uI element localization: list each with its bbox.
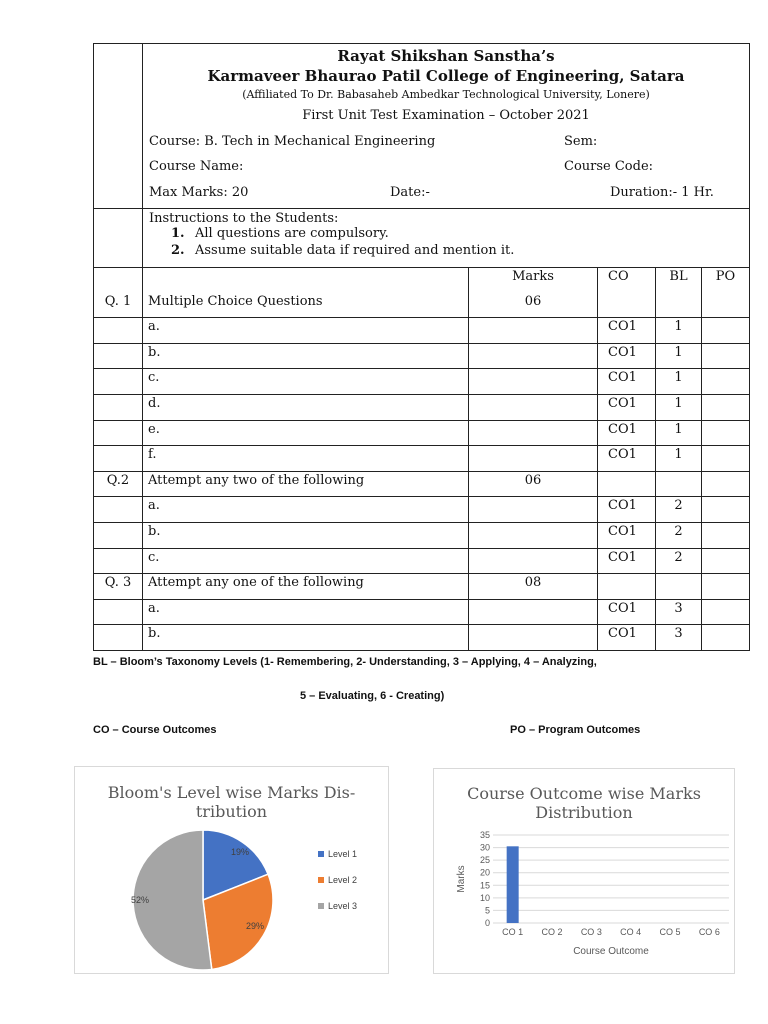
y-axis-title: Marks [456, 865, 467, 893]
row-co: CO1 [598, 343, 656, 369]
row-question: a. [143, 497, 469, 523]
pie-data-label-3: 52% [130, 895, 150, 905]
row-no [94, 522, 143, 548]
col-header-po: PO [702, 268, 750, 293]
row-question: c. [143, 369, 469, 395]
instruction-num-2: 2. [171, 243, 185, 258]
row-bl: 3 [656, 599, 702, 625]
table-row [94, 293, 749, 318]
table-row [94, 522, 749, 548]
row-no [94, 318, 143, 344]
row-po [702, 522, 750, 548]
row-question: e. [143, 420, 469, 446]
row-no [94, 343, 143, 369]
y-tick-label: 10 [479, 892, 490, 903]
row-marks [469, 625, 598, 650]
bl-note-line1: BL – Bloom’s Taxonomy Levels (1- Remembering, 2- Understanding, 3 – Applying, 4 – Analyzing, [93, 656, 597, 668]
row-po [702, 318, 750, 344]
row-question: a. [143, 318, 469, 344]
bar-chart-title-2: Distribution [535, 803, 633, 822]
bar-chart [434, 769, 734, 973]
po-note: PO – Program Outcomes [510, 724, 641, 736]
x-tick-label: CO 1 [502, 927, 524, 937]
sem-label: Sem: [564, 134, 598, 149]
row-bl: 1 [656, 446, 702, 472]
row-question: b. [143, 343, 469, 369]
row-marks [469, 522, 598, 548]
row-no [94, 548, 143, 574]
college-name: Karmaveer Bhaurao Patil College of Engineering, Satara [207, 67, 685, 85]
row-po [702, 548, 750, 574]
row-co: CO1 [598, 318, 656, 344]
x-tick-label: CO 6 [698, 927, 720, 937]
row-no [94, 369, 143, 395]
row-bl: 2 [656, 522, 702, 548]
row-no: Q. 1 [94, 293, 143, 318]
header-section [94, 44, 749, 209]
instructions-content [143, 209, 749, 267]
instruction-text-2: Assume suitable data if required and mention it. [195, 243, 515, 258]
instructions-gutter [94, 209, 143, 267]
legend-swatch-2 [318, 877, 324, 883]
row-bl [656, 574, 702, 600]
row-question: Attempt any one of the following [143, 574, 469, 600]
instruction-num-1: 1. [171, 226, 185, 241]
legend-label-3: Level 3 [328, 901, 358, 911]
table-row [94, 446, 749, 472]
row-marks [469, 446, 598, 472]
row-marks: 08 [469, 574, 598, 600]
table-header-row [94, 268, 749, 293]
course-name-label: Course Name: [149, 159, 244, 174]
row-co: CO1 [598, 394, 656, 420]
row-marks: 06 [469, 293, 598, 318]
instructions-section [94, 209, 749, 268]
pie-chart-title-1: Bloom's Level wise Marks Dis- [107, 783, 356, 802]
row-co: CO1 [598, 548, 656, 574]
row-bl: 2 [656, 497, 702, 523]
row-po [702, 369, 750, 395]
row-bl: 1 [656, 343, 702, 369]
table-row [94, 471, 749, 497]
row-marks: 06 [469, 471, 598, 497]
row-question: Attempt any two of the following [143, 471, 469, 497]
row-co: CO1 [598, 420, 656, 446]
row-po [702, 420, 750, 446]
row-bl: 1 [656, 369, 702, 395]
x-tick-label: CO 3 [580, 927, 602, 937]
table-row [94, 548, 749, 574]
row-co [598, 293, 656, 318]
row-marks [469, 343, 598, 369]
table-row [94, 625, 749, 650]
table-row [94, 497, 749, 523]
x-tick-label: CO 4 [620, 927, 642, 937]
row-marks [469, 318, 598, 344]
legend-label-1: Level 1 [328, 849, 358, 859]
row-no [94, 599, 143, 625]
row-question: b. [143, 522, 469, 548]
pie-chart-panel [74, 766, 389, 974]
course-code-label: Course Code: [564, 159, 654, 174]
table-row [94, 343, 749, 369]
table-row [94, 394, 749, 420]
legend-label-2: Level 2 [328, 875, 358, 885]
legend-swatch-1 [318, 851, 324, 857]
row-marks [469, 497, 598, 523]
row-no: Q. 3 [94, 574, 143, 600]
exam-title: First Unit Test Examination – October 2021 [302, 108, 590, 123]
row-po [702, 574, 750, 600]
row-bl: 3 [656, 625, 702, 650]
header-gutter [94, 44, 143, 208]
col-header-co: CO [598, 268, 656, 293]
pie-data-label-1: 19% [230, 847, 250, 857]
y-tick-label: 15 [479, 880, 490, 891]
instruction-text-1: All questions are compulsory. [195, 226, 389, 241]
row-no [94, 497, 143, 523]
row-question: Multiple Choice Questions [143, 293, 469, 318]
row-po [702, 625, 750, 650]
max-marks: Max Marks: 20 [149, 185, 249, 200]
row-bl: 2 [656, 548, 702, 574]
row-po [702, 293, 750, 318]
pie-chart-title-2: tribution [195, 802, 268, 821]
y-tick-label: 20 [479, 867, 490, 878]
row-po [702, 394, 750, 420]
table-row [94, 599, 749, 625]
row-co: CO1 [598, 369, 656, 395]
row-no [94, 420, 143, 446]
row-co: CO1 [598, 599, 656, 625]
row-bl: 1 [656, 318, 702, 344]
x-tick-label: CO 5 [659, 927, 681, 937]
row-question: c. [143, 548, 469, 574]
row-no [94, 394, 143, 420]
col-header-marks: Marks [469, 268, 598, 293]
row-po [702, 599, 750, 625]
bar-1 [507, 846, 519, 923]
institution-name: Rayat Shikshan Sanstha’s [337, 47, 555, 65]
row-no [94, 625, 143, 650]
x-tick-label: CO 2 [541, 927, 563, 937]
pie-chart [75, 767, 388, 973]
bar-chart-panel [433, 768, 735, 974]
table-row [94, 318, 749, 344]
row-marks [469, 369, 598, 395]
course-line: Course: B. Tech in Mechanical Engineering [149, 134, 436, 149]
header-content [143, 44, 749, 208]
row-co: CO1 [598, 497, 656, 523]
row-marks [469, 548, 598, 574]
row-po [702, 446, 750, 472]
row-question: a. [143, 599, 469, 625]
row-co: CO1 [598, 522, 656, 548]
y-tick-label: 30 [479, 842, 490, 853]
exam-sheet [93, 43, 750, 651]
table-row [94, 369, 749, 395]
row-co: CO1 [598, 446, 656, 472]
row-marks [469, 599, 598, 625]
y-tick-label: 25 [479, 855, 490, 866]
pie-data-label-2: 29% [245, 921, 265, 931]
row-marks [469, 394, 598, 420]
col-header-question [143, 268, 469, 293]
row-no [94, 446, 143, 472]
y-tick-label: 0 [484, 918, 490, 928]
x-axis-title: Course Outcome [573, 946, 649, 957]
row-po [702, 343, 750, 369]
questions-table [94, 268, 749, 650]
duration: Duration:- 1 Hr. [610, 185, 714, 200]
affiliation: (Affiliated To Dr. Babasaheb Ambedkar Technological University, Lonere) [242, 88, 650, 101]
bl-note-line2: 5 – Evaluating, 6 - Creating) [300, 690, 445, 702]
row-question: d. [143, 394, 469, 420]
date-label: Date:- [390, 185, 430, 200]
row-bl: 1 [656, 420, 702, 446]
row-po [702, 497, 750, 523]
table-row [94, 574, 749, 600]
questions-body [94, 293, 749, 650]
instructions-heading: Instructions to the Students: [149, 211, 339, 226]
row-no: Q.2 [94, 471, 143, 497]
legend-swatch-3 [318, 903, 324, 909]
row-bl [656, 471, 702, 497]
y-tick-label: 35 [479, 830, 490, 840]
row-co: CO1 [598, 625, 656, 650]
row-bl [656, 293, 702, 318]
col-header-no [94, 268, 143, 293]
row-po [702, 471, 750, 497]
table-row [94, 420, 749, 446]
row-marks [469, 420, 598, 446]
row-co [598, 471, 656, 497]
row-question: f. [143, 446, 469, 472]
col-header-bl: BL [656, 268, 702, 293]
row-bl: 1 [656, 394, 702, 420]
row-co [598, 574, 656, 600]
bar-chart-title-1: Course Outcome wise Marks [467, 784, 701, 803]
y-tick-label: 5 [484, 905, 490, 916]
row-question: b. [143, 625, 469, 650]
co-note: CO – Course Outcomes [93, 724, 217, 736]
